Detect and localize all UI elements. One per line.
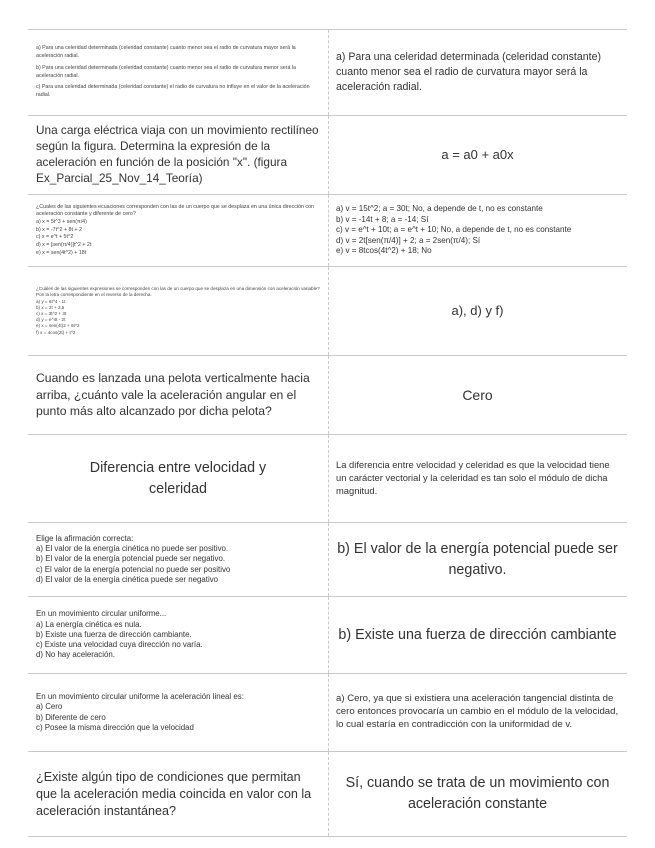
card-row-10 xyxy=(28,751,627,837)
card-row-1 xyxy=(28,29,627,115)
card-row-9 xyxy=(28,673,627,751)
card-back xyxy=(328,195,627,266)
card-row-5 xyxy=(28,355,627,434)
card-back xyxy=(328,267,627,355)
question-text: ¿Cuáles de las siguientes expresiones se corresponden con las de un cuerpo que se desplaza en una dimensión con aceleración variable? Pon la letra correspondiente en el reverso de la derecha. a) y = 6t^4 - 1t b) x = 2t + 2.5 c) x = 3t^2 + 3t d) y = e^4t - 2t e) x = sen(4t)2 + 6t^2 f) x = 4cos(2t) + t^2 xyxy=(36,286,320,335)
card-row-4 xyxy=(28,266,627,355)
answer-text: La diferencia entre velocidad y celeridad es que la velocidad tiene un carácter vectorial y la celeridad es tan solo el módulo de dicha magnitud. xyxy=(336,459,610,496)
card-row-3 xyxy=(28,194,627,266)
card-back xyxy=(328,30,627,115)
card-row-8 xyxy=(28,596,627,673)
answer-text: Sí, cuando se trata de un movimiento con aceleración constante xyxy=(345,775,610,812)
card-back xyxy=(328,356,627,434)
card-back xyxy=(328,523,627,596)
card-back xyxy=(328,116,627,194)
card-front xyxy=(28,523,328,596)
card-front xyxy=(28,435,328,522)
question-option-c: c) Para una celeridad determinada (celeridad constante) el radio de curvatura no influye en el valor de la aceleración radial. xyxy=(36,84,310,98)
answer-text: a) v = 15t^2; a = 30t; No, a depende de t, no es constante b) v = -14t + 8; a = -14; Sí c) v = e^t + 10t; a = e^t + 10; No, a depende de t, no es constante d) v = 2t[sen(π/4)] + 2; a = 2sen(π/4); Sí e) v = 8tcos(4t^2) + 18; No xyxy=(336,204,572,256)
flashcard-sheet xyxy=(28,29,627,837)
question-text: En un movimiento circular uniforme... a) La energía cinética es nula. b) Existe una fuerza de dirección cambiante. c) Existe una velocidad cuya dirección no varía. d) No hay aceleración. xyxy=(36,609,203,660)
card-row-7 xyxy=(28,522,627,596)
card-front xyxy=(28,30,328,115)
card-front xyxy=(28,267,328,355)
answer-text: a = a0 + a0x xyxy=(441,147,514,163)
card-front xyxy=(28,674,328,751)
answer-text: a) Cero, ya que si existiera una aceleración tangencial distinta de cero entonces provocaría un cambio en el módulo de la velocidad, lo cual estaría en contradicción con la uniformidad de v. xyxy=(336,693,619,730)
card-front xyxy=(28,752,328,836)
card-front xyxy=(28,597,328,673)
answer-text: b) Existe una fuerza de dirección cambiante xyxy=(338,626,617,643)
card-front xyxy=(28,116,328,194)
answer-text: a), d) y f) xyxy=(451,303,504,319)
question-text: Elige la afirmación correcta: a) El valor de la energía cinética no puede ser positivo. b) El valor de la energía potencial puede ser negativo. c) El valor de la energía potencial no puede ser positivo d) El valor de la energía cinética puede ser negativo xyxy=(36,533,231,584)
card-front xyxy=(28,195,328,266)
card-row-6 xyxy=(28,434,627,522)
answer-text: a) Para una celeridad determinada (celeridad constante) cuanto menor sea el radio de curvatura mayor será la aceleración radial. xyxy=(336,51,601,93)
question-option-a: a) Para una celeridad determinada (celeridad constante) cuanto menor sea el radio de curvatura mayor será la aceleración radial. xyxy=(36,45,296,60)
question-text: Diferencia entre velocidad y celeridad xyxy=(89,459,267,497)
card-front xyxy=(28,356,328,434)
question-text: En un movimiento circular uniforme la aceleración lineal es: a) Cero b) Diferente de cero c) Posee la misma dirección que la velocidad xyxy=(36,691,244,732)
question-option-b: b) Para una celeridad determinada (celeridad constante) cuanto menor sea el radio de curvatura menor será la aceleración radial. xyxy=(36,64,296,79)
question-text: Cuando es lanzada una pelota verticalmente hacia arriba, ¿cuánto vale la aceleración angular en el punto más alto alcanzado por dicha pelota? xyxy=(36,371,310,419)
card-back xyxy=(328,674,627,751)
card-back xyxy=(328,435,627,522)
card-back xyxy=(328,597,627,673)
question-text: ¿Existe algún tipo de condiciones que permitan que la aceleración media coincida en valor con la aceleración instantánea? xyxy=(36,769,312,818)
card-row-2 xyxy=(28,115,627,194)
answer-text: b) El valor de la energía potencial puede ser negativo. xyxy=(337,540,618,578)
question-text: ¿Cuales de las siguientes ecuaciones corresponden con las de un cuerpo que se desplaza en una única dirección con aceleración constante y diferente de cero? a) x = 5t^3 + sen(π/4) b) x = -7t^2 + 8t + 2 c) x = e^t + 5t^2 d) x = [sen(π/4)]t^2 + 2t e) x = sen(4t^2) + 18t xyxy=(36,203,314,256)
answer-text: Cero xyxy=(462,386,493,403)
card-back xyxy=(328,752,627,836)
question-text: Una carga eléctrica viaja con un movimiento rectilíneo según la figura. Determina la expresión de la aceleración en función de la posición "x". (figura Ex_Parcial_25_Nov_14_Teoría) xyxy=(36,123,319,185)
